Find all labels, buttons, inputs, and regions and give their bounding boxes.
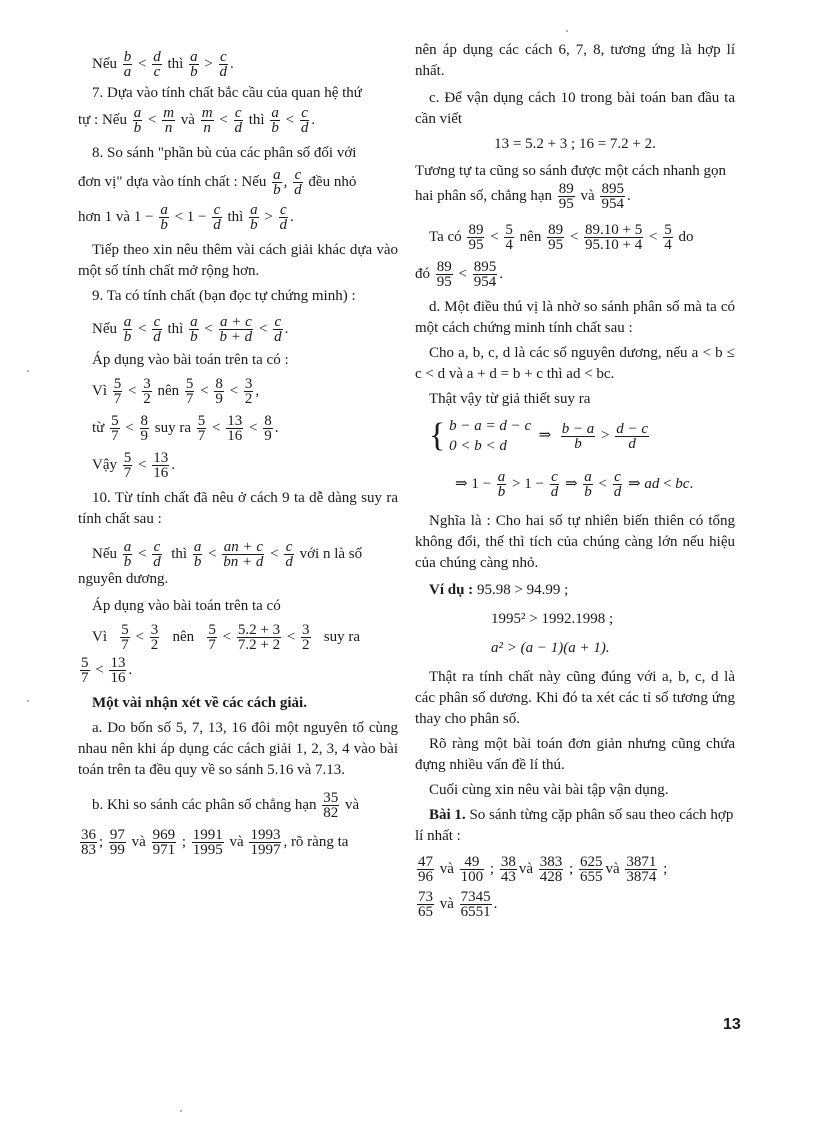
text: tự : Nếu [78,111,127,128]
text: và [439,860,454,877]
text: Tương tự ta cũng so sánh được một cách nhanh gọn hai phân số, chẳng hạn [415,163,727,204]
system-eq2: 0 < b < d [449,438,507,454]
exercise-1-pairs-row1: $\frac{47}{96}$ và $\frac{49}{100}$ ; $\frac{38}{43}$ và $\frac{383}{428}$ ; $\frac{625}{655}$ và $\frac{3871}{3874}$ ; [418,854,668,885]
text: Nếu [92,55,117,72]
fraction: $\frac{a}{b}$ [273,167,281,198]
fraction: $\frac{1993}{1997}$ [250,827,281,858]
fraction: $\frac{89}{95}$ [558,181,574,212]
intro-paragraph: Tiếp theo xin nêu thêm vài cách giải khác dựa vào một số tính chất mở rộng hơn. [78,242,398,279]
fraction: $\frac{c}{d}$ [219,49,228,80]
remark-b-line2: $\frac{36}{83}$ ; $\frac{97}{99}$ và $\frac{969}{971}$ ; $\frac{1991}{1995}$ và $\frac{1993}{1997}$ , rõ ràng ta [81,827,349,858]
text: và [605,860,620,877]
remark-b-continued: nên áp dụng các cách 6, 7, 8, tương ứng là hợp lí nhất. [415,42,735,79]
fraction: $\frac{a}{b}$ [123,539,132,570]
right-column [415,40,735,919]
fraction: $\frac{d}{c}$ [153,49,161,80]
method-9-heading: 9. Ta có tính chất (bạn đọc tự chứng minh) : [92,288,356,304]
fraction: $\frac{97}{99}$ [109,827,125,858]
fraction: $\frac{13}{16}$ [110,655,126,686]
fraction: $\frac{5.2 + 3}{7.2 + 2}$ [237,622,281,653]
text: < 1 − [174,208,207,225]
fraction: $\frac{895}{954}$ [601,181,624,212]
text: Nếu [92,545,117,562]
fraction: $\frac{a}{b}$ [190,49,198,80]
method-10-positive: nguyên dương. [78,571,169,587]
text: và [131,833,146,850]
fraction: $\frac{73}{65}$ [418,889,433,920]
brace-symbol: { [429,417,446,454]
exercise-1 [415,805,735,847]
text: Vậy [92,456,117,473]
remark-d-meaning: Nghĩa là : Cho hai số tự nhiên biến thiên có tổng không đổi, thế thì tích của chúng càng lớn nếu hiệu của chúng càng nhỏ. [415,513,735,571]
fraction: $\frac{d - c}{d}$ [616,420,649,452]
fraction: $\frac{an + c}{bn + d}$ [223,539,264,570]
fraction: $\frac{5}{7}$ [121,622,129,653]
fraction: $\frac{3}{2}$ [143,376,151,407]
fraction: $\frac{3}{2}$ [244,376,253,407]
remark-c-example: Tương tự ta cũng so sánh được một cách nhanh gọn hai phân số, chẳng hạn $\frac{89}{95}$ và $\frac{895}{954}$ . [415,163,727,212]
system-lines [449,416,531,456]
remark-d-chain: ⇒ 1 − $\frac{a}{b}$ > 1 − $\frac{c}{d}$ ⇒ $\frac{a}{b}$ < $\frac{c}{d}$ ⇒ ad < bc. [455,469,694,500]
remark-d: d. Một điều thú vị là nhờ so sánh phân số mà ta có một cách chứng minh tính chất sau : [415,299,735,336]
fraction: $\frac{3}{2}$ [302,622,310,653]
scan-speck [27,370,29,372]
fraction: $\frac{c}{d}$ [285,539,293,570]
fraction: $\frac{89}{95}$ [548,222,564,253]
fraction: $\frac{7345}{6551}$ [460,889,491,920]
fraction: $\frac{969}{971}$ [152,827,176,858]
text: 95.98 > 94.99 ; [476,582,569,598]
method-10-heading: 10. Từ tính chất đã nêu ở cách 9 ta dễ dàng suy ra tính chất sau : [78,490,398,527]
text: ; [99,833,104,850]
fraction: $\frac{89}{95}$ [436,259,452,290]
remark-c-conclusion: đó $\frac{89}{95}$ < $\frac{895}{954}$ . [415,259,503,290]
fraction: $\frac{5}{7}$ [185,376,194,407]
fraction: $\frac{a}{b}$ [123,314,132,345]
fraction: $\frac{35}{82}$ [323,790,339,821]
fraction: $\frac{5}{7}$ [123,450,132,481]
fraction: $\frac{47}{96}$ [418,854,433,885]
text: và [580,187,595,204]
fraction: $\frac{89}{95}$ [468,222,484,253]
fraction: $\frac{c}{d}$ [274,314,282,345]
text: thì [167,55,184,72]
method-7-heading: 7. Dựa vào tính chất bắc cầu của quan hệ thứ [92,85,362,101]
text: và [345,796,360,813]
text: suy ra [154,419,192,436]
fraction: $\frac{c}{d}$ [300,105,309,136]
fraction: $\frac{8}{9}$ [215,376,223,407]
text: và [439,895,454,912]
text: suy ra [323,628,361,645]
text: Vì [92,382,107,399]
text: với n là số [299,545,363,562]
fraction: $\frac{a}{b}$ [160,202,168,233]
fraction: $\frac{5}{4}$ [505,222,513,253]
text: Ta có [429,228,462,245]
fraction: $\frac{m}{n}$ [163,105,175,136]
fraction: $\frac{1991}{1995}$ [192,827,223,858]
text: thì [227,208,244,225]
fraction: $\frac{a}{b}$ [193,539,202,570]
text: nên [157,382,180,399]
method-9-conclusion: Vậy $\frac{5}{7}$ < $\frac{13}{16}$ . [92,450,175,481]
fraction: $\frac{38}{43}$ [500,854,516,885]
example-line2: 1995² > 1992.1998 ; [491,611,614,627]
fraction: $\frac{89.10 + 5}{95.10 + 4}$ [585,222,643,253]
fraction: $\frac{383}{428}$ [539,854,563,885]
fraction: $\frac{3}{2}$ [150,622,159,653]
remark-a: a. Do bốn số 5, 7, 13, 16 đôi một nguyên tố cùng nhau nên khi áp dụng các cách giải 1, 2, 3, 4 vào bài toán trên ta đều quy về so sánh 5.16 và 7.13. [78,720,398,778]
example-label: Ví dụ : [429,582,474,598]
if-b-over-a-line: Nếu $\frac{b}{a}$ < $\frac{d}{c}$ thì $\frac{a}{b}$ > $\frac{c}{d}$ . [92,49,234,80]
remark-c-proof: Ta có $\frac{89}{95}$ < $\frac{5}{4}$ nên $\frac{89}{95}$ < $\frac{89.10 + 5}{95.10 + 4}$ < $\frac{5}{4}$ do [429,222,694,253]
text: từ [92,419,105,436]
remark-d-proof-intro: Thật vậy từ giả thiết suy ra [429,391,591,407]
fraction: $\frac{49}{100}$ [460,854,484,885]
text: nên [172,628,195,645]
text: đều nhỏ [308,173,357,190]
fraction: $\frac{a}{b}$ [497,469,506,500]
method-8-line2: đơn vị" dựa vào tính chất : Nếu $\frac{a}{b}$ , $\frac{c}{d}$ đều nhỏ [78,167,357,198]
fraction: $\frac{c}{d}$ [213,202,221,233]
fraction: $\frac{5}{7}$ [81,655,89,686]
text: b. Khi so sánh các phân số chẳng hạn [92,796,317,813]
exercises-intro: Cuối cùng xin nêu vài bài tập vận dụng. [429,782,669,798]
text: đơn vị" dựa vào tính chất : Nếu [78,173,267,190]
scan-speck [180,1110,182,1112]
text: nên [519,228,542,245]
text: hơn 1 và 1 − [78,208,154,225]
method-10-apply: Áp dụng vào bài toán trên ta có [92,598,281,614]
remark-c-equation: 13 = 5.2 + 3 ; 16 = 7.2 + 2. [494,136,656,152]
method-10-conclusion: $\frac{5}{7}$ < $\frac{13}{16}$ . [81,655,133,686]
text: đó [415,265,430,282]
method-7-formula: tự : Nếu $\frac{a}{b}$ < $\frac{m}{n}$ và $\frac{m}{n}$ < $\frac{c}{d}$ thì $\frac{a}{b}$ < $\frac{c}{d}$ . [78,105,316,136]
text: thì [171,545,188,562]
fraction: $\frac{c}{d}$ [294,167,302,198]
text: thì [248,111,265,128]
remark-b-line1 [78,791,398,820]
fraction: $\frac{8}{9}$ [140,413,149,444]
fraction: $\frac{5}{4}$ [664,222,672,253]
left-column [78,40,398,857]
method-9-property: Nếu $\frac{a}{b}$ < $\frac{c}{d}$ thì $\frac{a}{b}$ < $\frac{a + c}{b + d}$ < $\frac{c}{d}$ . [92,314,289,345]
fraction: $\frac{c}{d}$ [153,539,161,570]
method-10-step: Vì $\frac{5}{7}$ < $\frac{3}{2}$ nên $\frac{5}{7}$ < $\frac{5.2 + 3}{7.2 + 2}$ < $\frac{3}{2}$ suy ra [92,622,361,653]
scan-speck [27,700,29,702]
fraction: $\frac{b - a}{b}$ [561,420,595,452]
fraction: $\frac{a}{b}$ [250,202,258,233]
scan-speck [566,30,568,32]
text: và [229,833,244,850]
fraction: $\frac{5}{7}$ [208,622,216,653]
text: và [180,111,195,128]
fraction: $\frac{5}{7}$ [197,413,206,444]
fraction: $\frac{c}{d}$ [550,469,559,500]
fraction: $\frac{a}{b}$ [133,105,142,136]
fraction: $\frac{c}{d}$ [153,314,161,345]
method-9-step2: từ $\frac{5}{7}$ < $\frac{8}{9}$ suy ra $\frac{5}{7}$ < $\frac{13}{16}$ < $\frac{8}{9}$ . [92,413,279,444]
fraction: $\frac{c}{d}$ [234,105,243,136]
example-line3: a² > (a − 1)(a + 1). [491,640,610,656]
fraction: $\frac{8}{9}$ [264,413,272,444]
fraction: $\frac{c}{d}$ [279,202,288,233]
remark-c: c. Để vận dụng cách 10 trong bài toán ban đầu ta cần viết [415,90,735,127]
method-8-heading: 8. So sánh "phần bù của các phân số đối với [92,145,357,161]
fraction: $\frac{a}{b}$ [190,314,198,345]
text: và [518,860,534,877]
remark-d-system: { b − a = d − c 0 < b < d ⇒ $\frac{b - a}{b}$ > $\frac{d - c}{d}$ [429,417,649,454]
example-line1 [415,580,735,601]
exercise-1-pairs-row2: $\frac{73}{65}$ và $\frac{7345}{6551}$ . [418,889,498,920]
fraction: $\frac{13}{16}$ [227,413,243,444]
method-9-step1: Vì $\frac{5}{7}$ < $\frac{3}{2}$ nên $\frac{5}{7}$ < $\frac{8}{9}$ < $\frac{3}{2}$ , [92,376,260,407]
fraction: $\frac{13}{16}$ [153,450,169,481]
method-8-line3: hơn 1 và 1 − $\frac{a}{b}$ < 1 − $\frac{c}{d}$ thì $\frac{a}{b}$ > $\frac{c}{d}$ . [78,202,294,233]
method-10-property: Nếu $\frac{a}{b}$ < $\frac{c}{d}$ thì $\frac{a}{b}$ < $\frac{an + c}{bn + d}$ < $\frac{c}{d}$ với n là số [92,539,363,570]
fraction: $\frac{36}{83}$ [81,827,96,858]
system-eq1: b − a = d − c [449,418,532,434]
fraction: $\frac{b}{a}$ [123,49,132,80]
fraction: $\frac{c}{d}$ [613,469,622,500]
fraction: $\frac{3871}{3874}$ [626,854,657,885]
text: Vì [92,628,107,645]
exercise-label: Bài 1. [429,807,466,823]
fraction: $\frac{m}{n}$ [201,105,213,136]
fraction: $\frac{a}{b}$ [271,105,279,136]
fraction: $\frac{5}{7}$ [113,376,122,407]
page-number: 13 [723,1016,741,1033]
closing-remark: Rõ ràng một bài toán đơn giản nhưng cũng chứa đựng nhiều vấn đề lí thú. [415,736,735,773]
fraction: $\frac{625}{655}$ [579,854,603,885]
remark-d-statement: Cho a, b, c, d là các số nguyên dương, nếu a < b ≤ c < d và a + d = b + c thì ad < bc. [415,345,735,382]
fraction: $\frac{5}{7}$ [111,413,119,444]
text: Nếu [92,320,117,337]
text: So sánh từng cặp phân số sau theo cách hợp lí nhất : [415,807,734,844]
remarks-title: Một vài nhận xét về các cách giải. [92,695,307,711]
fraction: $\frac{a}{b}$ [584,469,592,500]
text: thì [167,320,184,337]
remark-d-extension: Thật ra tính chất này cũng đúng với a, b, c, d là các phân số dương. Khi đó ta xét các tỉ số tương ứng thay cho phân số. [415,669,735,727]
fraction: $\frac{a + c}{b + d}$ [219,314,253,345]
method-9-apply: Áp dụng vào bài toán trên ta có : [92,352,289,368]
fraction: $\frac{895}{954}$ [473,259,497,290]
text: , rõ ràng ta [283,833,349,850]
text: do [678,228,694,245]
